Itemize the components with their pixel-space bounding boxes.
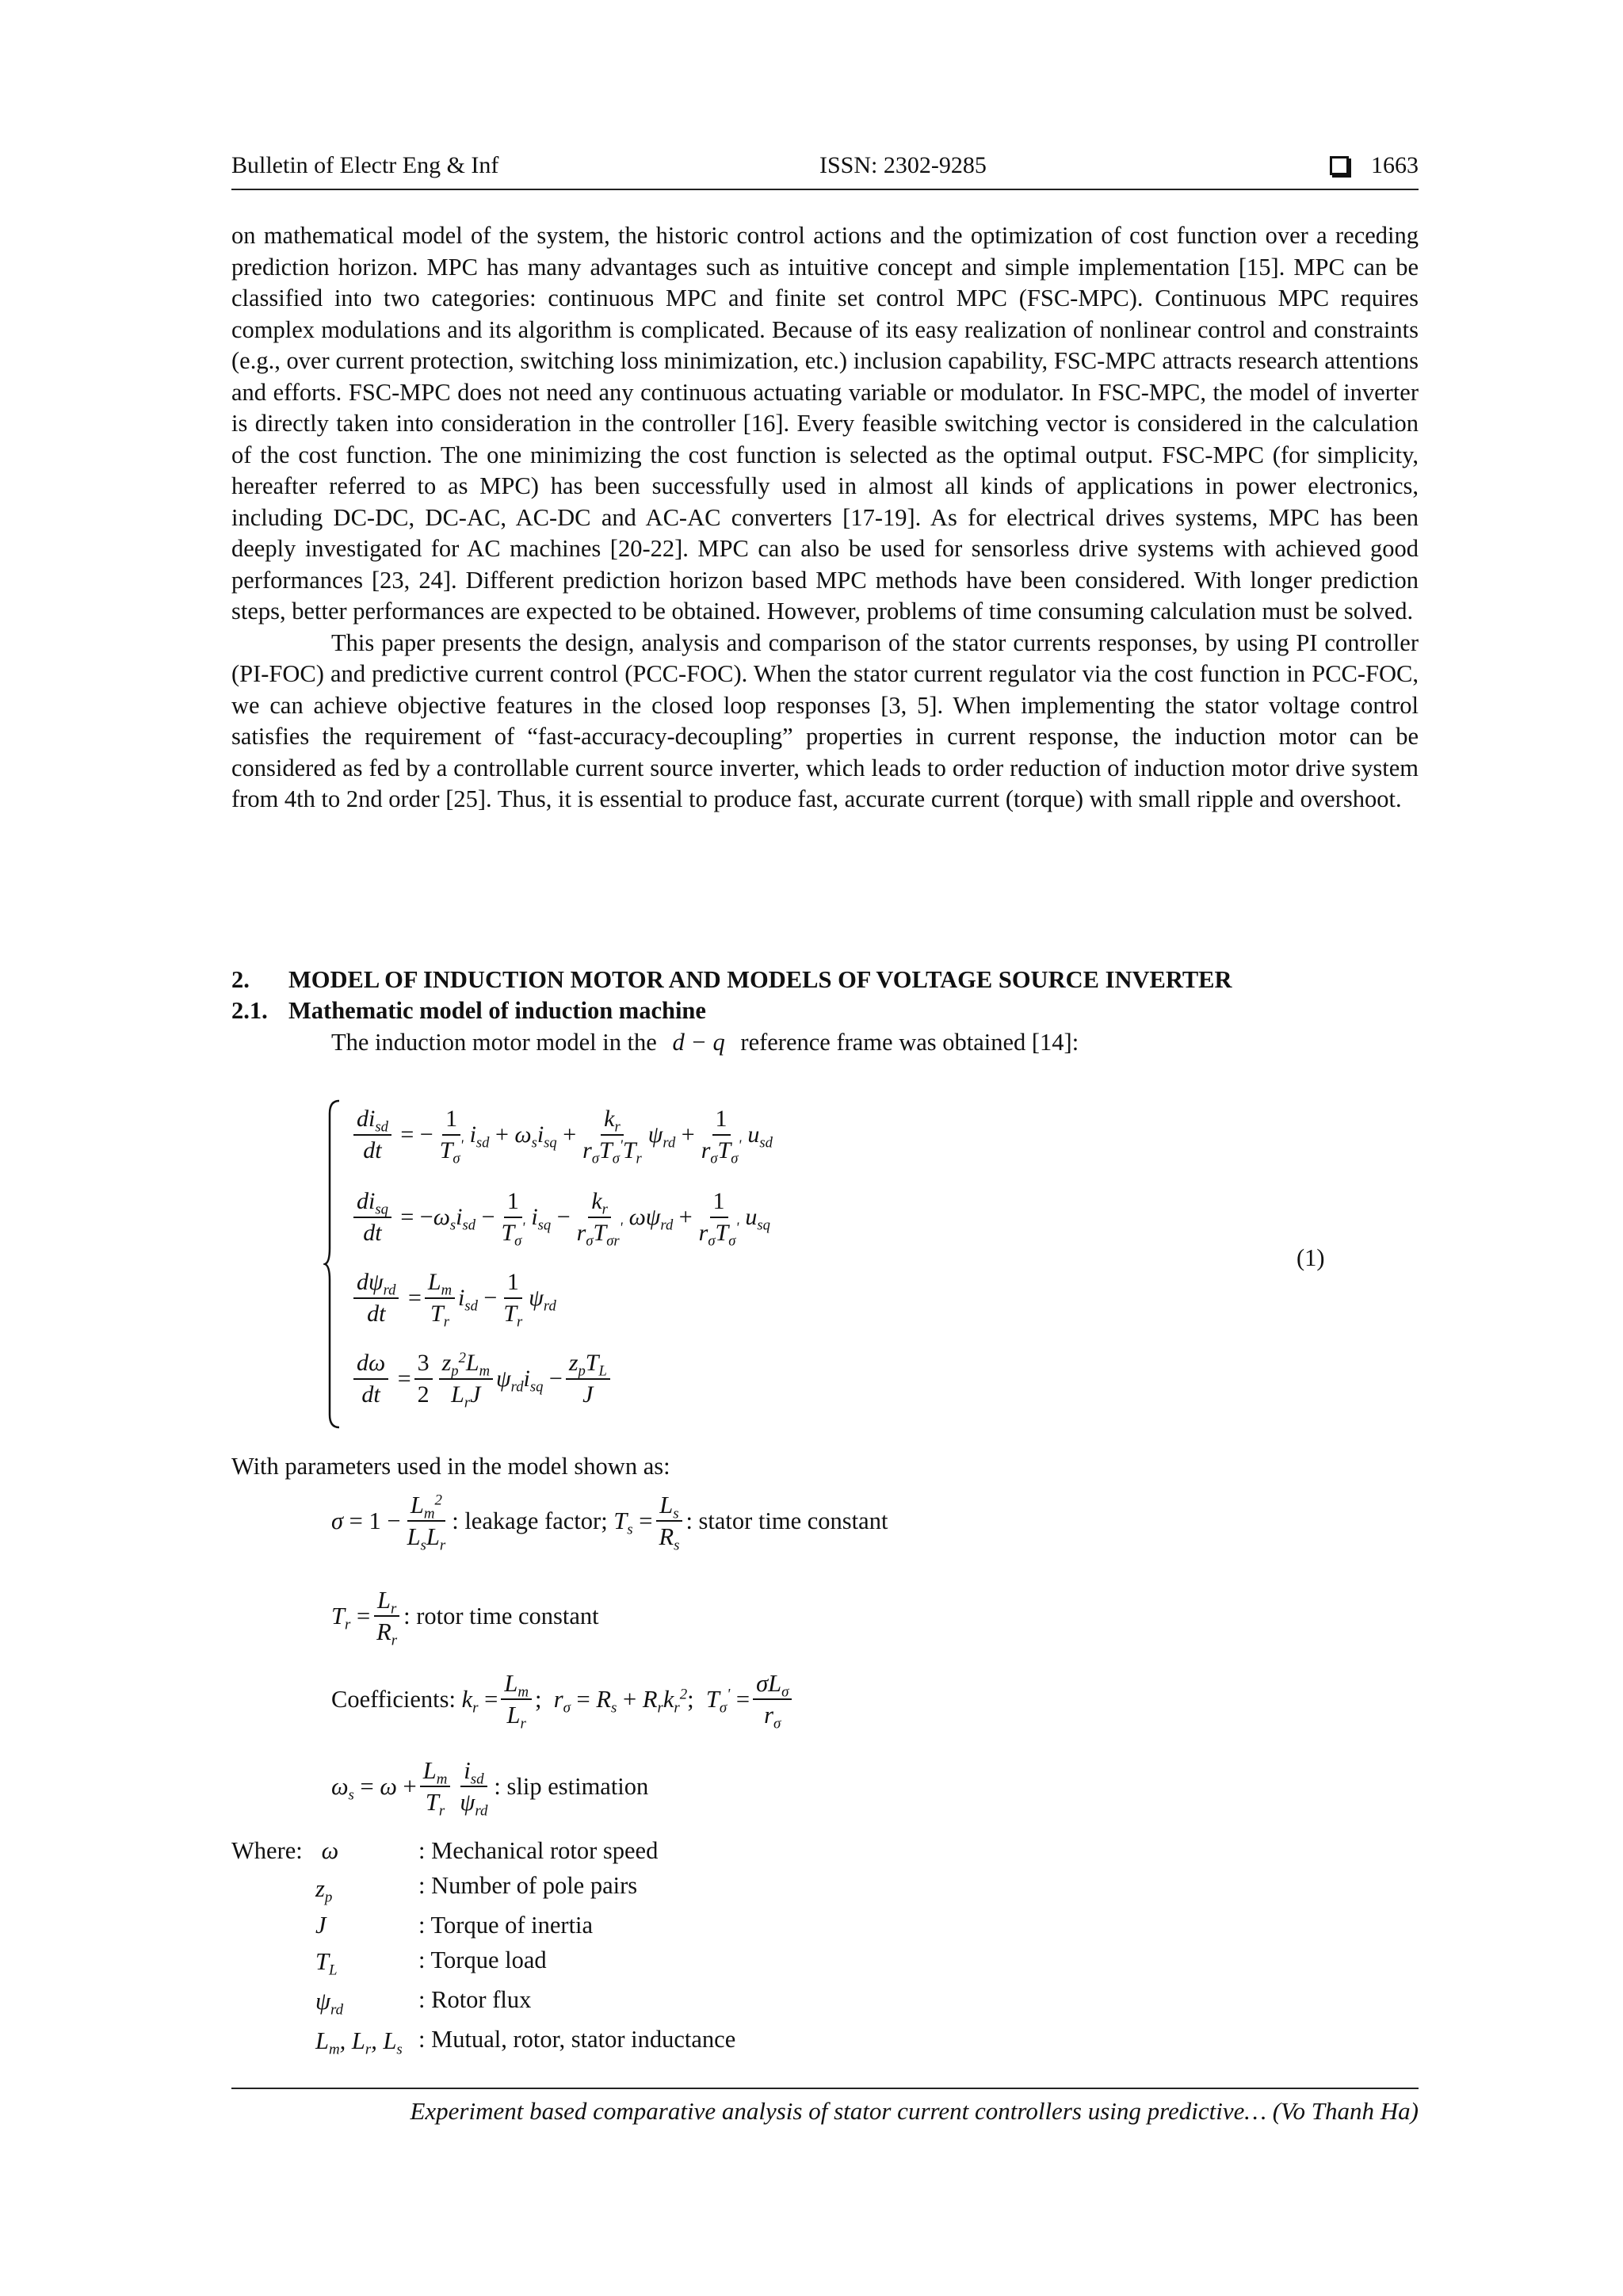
equation-number: (1)	[1296, 1244, 1325, 1271]
equation-omega: $\frac{d\omega}{dt}$ = $\frac{3}{2}$ $\frac{z_p^2L_m}{L_rJ}$ $\psi_{rd}i_{sq}$ − $\frac{z_pT_L}{J}$	[350, 1348, 613, 1409]
page-number: 1663	[1371, 152, 1419, 178]
paragraph-1: on mathematical model of the system, the historic control actions and the optimization of cost function over a receding prediction horizon. MPC has many advantages such as intuitive concept and simple implementation [15]. MPC can be classified into two categories: continuous MPC and finite set control MPC (FSC-MPC). Continuous MPC requires complex modulations and its algorithm is complicated. Because of its easy realization of nonlinear control and constraints (e.g., over current protection, switching loss minimization, etc.) inclusion capability, FSC-MPC attracts research attentions and efforts. FSC-MPC does not need any continuous actuating variable or modulator. In FSC-MPC, the model of inverter is directly taken into consideration in the controller [16]. Every feasible switching vector is considered in the calculation of the cost function. The one minimizing the cost function is selected as the optimal output. FSC-MPC (for simplicity, hereafter referred to as MPC) has been successfully used in almost all kinds of applications in power electronics, including DC-DC, DC-AC, AC-DC and AC-AC converters [17-19]. As for electrical drives systems, MPC has been deeply investigated for AC machines [20-22]. MPC can also be used for sensorless drive systems with achieved good performances [23, 24]. Different prediction horizon based MPC methods have been considered. With longer prediction steps, better performances are expected to be obtained. However, problems of time consuming calculation must be solved.	[231, 222, 1419, 625]
equation-psird: $\frac{d\psi_{rd}}{dt}$ = $\frac{L_m}{T_r}$ $i_{sd}$ − $\frac{1}{T_r}$ $\psi_{rd}$	[350, 1267, 556, 1328]
symbol-zp: $z_p$	[315, 1875, 333, 1906]
def-slip: $\omega_s$ = ω + $\frac{L_m}{T_r}$ $\frac{i_{sd}}{\psi_{rd}}$ : slip estimation	[331, 1757, 649, 1820]
params-intro: With parameters used in the model shown as:	[231, 1453, 670, 1480]
square-bullet-icon	[1330, 156, 1349, 175]
running-header	[231, 152, 1419, 187]
where-label: Where:	[231, 1837, 303, 1864]
symbol-inductances: $L_m$, $L_r$, $L_s$	[315, 2027, 403, 2058]
def-leakage-stator: σ = 1 − $\frac{L_m^2}{L_sL_r}$ : leakage factor; $T_s$ = $\frac{L_s}{R_s}$ : stator time constant	[331, 1492, 888, 1554]
where-desc-2: : Number of pole pairs	[418, 1872, 638, 1899]
model-intro: The induction motor model in the d − q reference frame was obtained [14]:	[331, 1029, 1079, 1056]
where-desc-4: : Torque load	[418, 1946, 547, 1973]
where-desc-1: : Mechanical rotor speed	[418, 1837, 659, 1864]
equation-isd: $\frac{di_{sd}}{dt}$ = − $\frac{1}{T_\sigma'}$ $i_{sd}$ + $\omega_si_{sq}$ + $\frac{k_r}{r_\sigma T_\sigma'T_r}$ $\psi_{rd}$ + $\frac{1}{r_\sigma T_\sigma'}$ $u_{sd}$	[350, 1104, 773, 1165]
header-rule	[231, 189, 1419, 190]
body-text	[231, 220, 1419, 816]
def-coefficients: Coefficients: $k_r$ = $\frac{L_m}{L_r}$ ; $r_\sigma$ = $R_s$ + $R_rk_r^2$ ; $T_\sigma'$ = $\frac{\sigma L_\sigma}{r_\sigma}$	[331, 1668, 795, 1730]
section-heading-2-1: 2.1. Mathematic model of induction machine	[231, 997, 706, 1024]
symbol-tl: $T_L$	[315, 1948, 338, 1979]
equation-isq: $\frac{di_{sq}}{dt}$ = − $\omega_si_{sd}$ − $\frac{1}{T_\sigma'}$ $i_{sq}$ − $\frac{k_r}{r_\sigma T_{\sigma r}'}$ $\omega\psi_{rd}$ + $\frac{1}{r_\sigma T_\sigma'}$ $u_{sq}$	[350, 1186, 770, 1247]
where-desc-5: : Rotor flux	[418, 1986, 532, 2013]
page-number-group	[1330, 152, 1419, 179]
paragraph-2: This paper presents the design, analysis and comparison of the stator currents responses, by using PI controller (PI-FOC) and predictive current control (PCC-FOC). When the stator current regulator via the cost function in PCC-FOC, we can achieve objective features in the closed loop responses [3, 5]. When implementing the stator voltage control satisfies the requirement of “fast-accuracy-decoupling” properties in current response, the induction motor can be considered as fed by a controllable current source inverter, which leads to order reduction of induction motor drive system from 4th to 2nd order [25]. Thus, it is essential to produce fast, accurate current (torque) with small ripple and overshoot.	[231, 628, 1419, 812]
running-footer: Experiment based comparative analysis of stator current controllers using predictive… (Vo Thanh Ha)	[410, 2097, 1419, 2125]
footer-rule	[231, 2088, 1419, 2089]
left-brace	[323, 1098, 341, 1431]
symbol-j: J	[315, 1912, 327, 1939]
where-desc-6: : Mutual, rotor, stator inductance	[418, 2026, 736, 2053]
journal-name: Bulletin of Electr Eng & Inf	[231, 152, 499, 178]
symbol-omega: ω	[315, 1837, 339, 1864]
equation-system-1	[323, 1098, 973, 1431]
where-desc-3: : Torque of inertia	[418, 1912, 594, 1939]
section-heading-2: 2. MODEL OF INDUCTION MOTOR AND MODELS OF VOLTAGE SOURCE INVERTER	[231, 966, 1232, 993]
symbol-psird: $\psi_{rd}$	[315, 1988, 344, 2019]
issn: ISSN: 2302-9285	[819, 152, 987, 178]
def-rotor-tc: $T_r$ = $\frac{L_r}{R_r}$ : rotor time constant	[331, 1587, 599, 1649]
